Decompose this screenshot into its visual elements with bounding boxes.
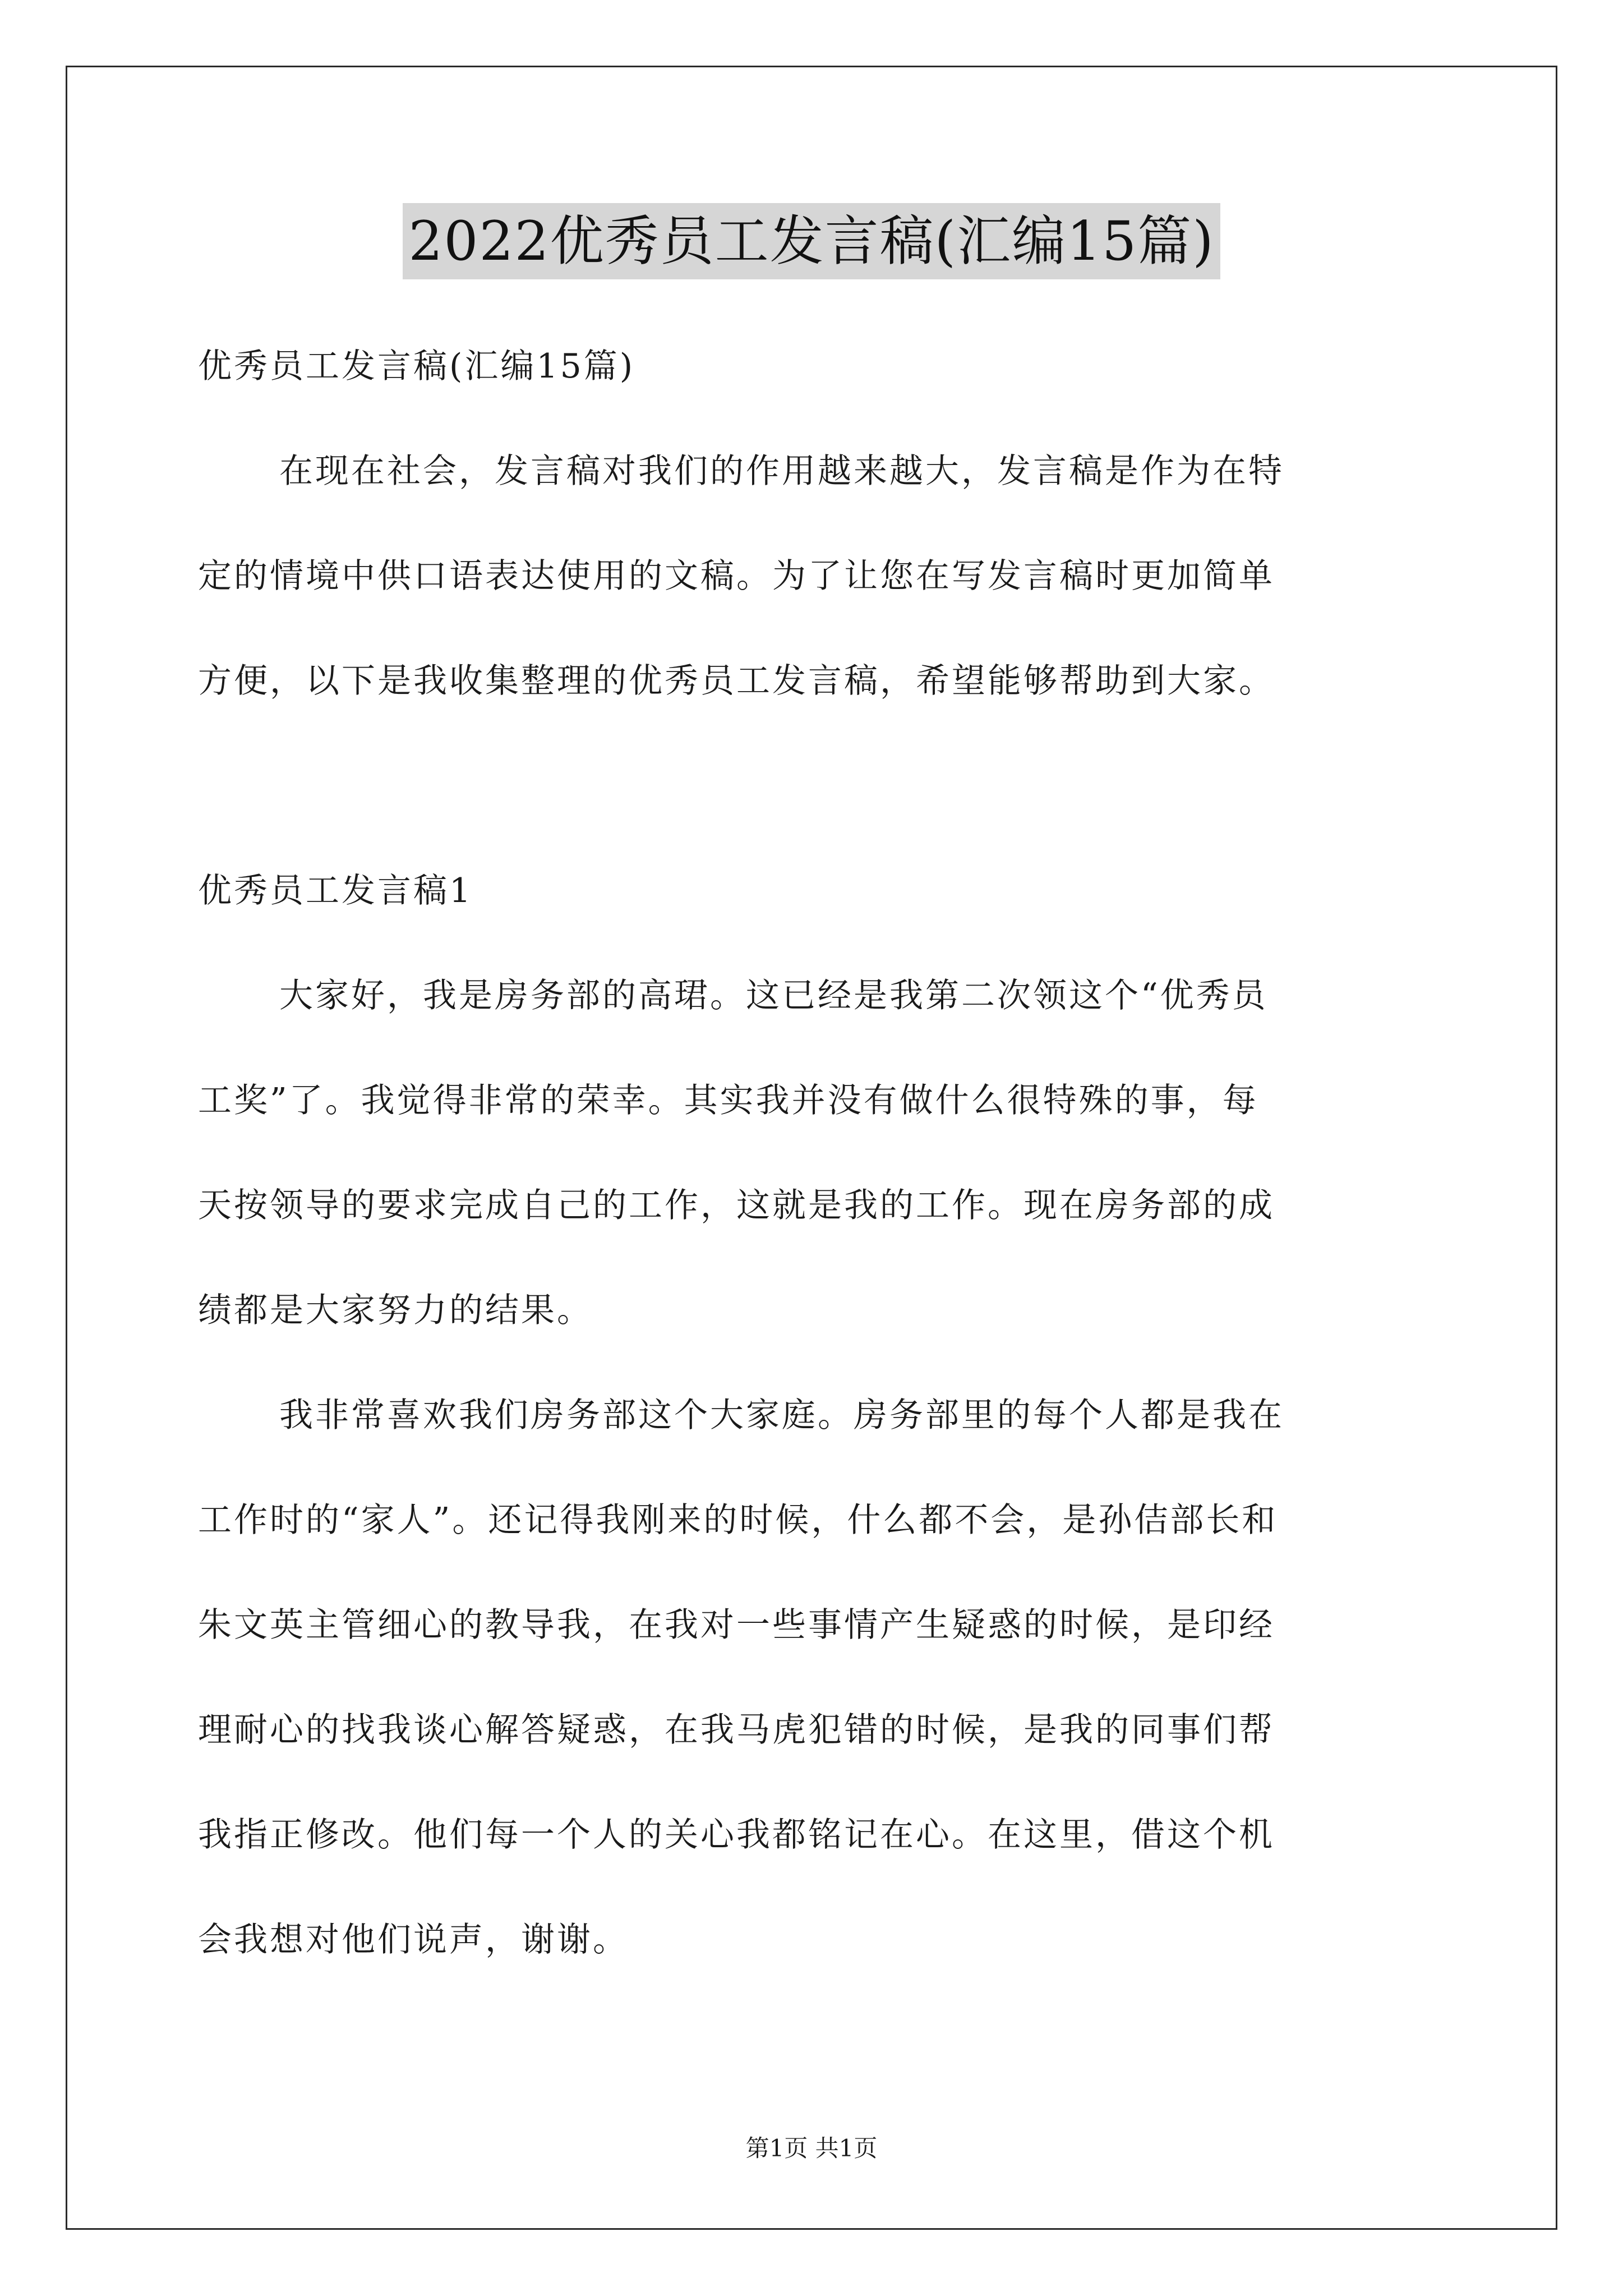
paragraph2-line: 我非常喜欢我们房务部这个大家庭。房务部里的每个人都是我在	[279, 1396, 1284, 1435]
document-subtitle: 优秀员工发言稿(汇编15篇)	[198, 347, 635, 386]
page-number-footer: 第1页 共1页	[745, 2134, 878, 2162]
paragraph2-line: 会我想对他们说声，谢谢。	[198, 1920, 629, 1959]
paragraph2-line: 朱文英主管细心的教导我，在我对一些事情产生疑惑的时候，是印经	[198, 1605, 1275, 1645]
section-heading: 优秀员工发言稿1	[198, 871, 473, 910]
document-title: 2022优秀员工发言稿(汇编15篇)	[403, 203, 1220, 279]
paragraph2-line: 理耐心的找我谈心解答疑惑，在我马虎犯错的时候，是我的同事们帮	[198, 1710, 1275, 1750]
intro-line: 方便，以下是我收集整理的优秀员工发言稿，希望能够帮助到大家。	[198, 661, 1275, 701]
paragraph1-line: 大家好，我是房务部的高珺。这已经是我第二次领这个“优秀员	[279, 976, 1268, 1015]
paragraph2-line: 我指正修改。他们每一个人的关心我都铭记在心。在这里，借这个机	[198, 1815, 1275, 1855]
paragraph1-line: 天按领导的要求完成自己的工作，这就是我的工作。现在房务部的成	[198, 1186, 1275, 1225]
document-body	[198, 314, 1437, 1993]
paragraph1-line: 绩都是大家努力的结果。	[198, 1291, 593, 1330]
paragraph-spacer	[198, 734, 1437, 839]
paragraph2-line: 工作时的“家人”。还记得我刚来的时候，什么都不会，是孙佶部长和	[198, 1501, 1278, 1540]
intro-line: 定的情境中供口语表达使用的文稿。为了让您在写发言稿时更加简单	[198, 556, 1275, 596]
intro-line: 在现在社会，发言稿对我们的作用越来越大，发言稿是作为在特	[279, 452, 1284, 491]
title-container	[0, 203, 1623, 279]
paragraph1-line: 工奖”了。我觉得非常的荣幸。其实我并没有做什么很特殊的事，每	[198, 1081, 1258, 1120]
